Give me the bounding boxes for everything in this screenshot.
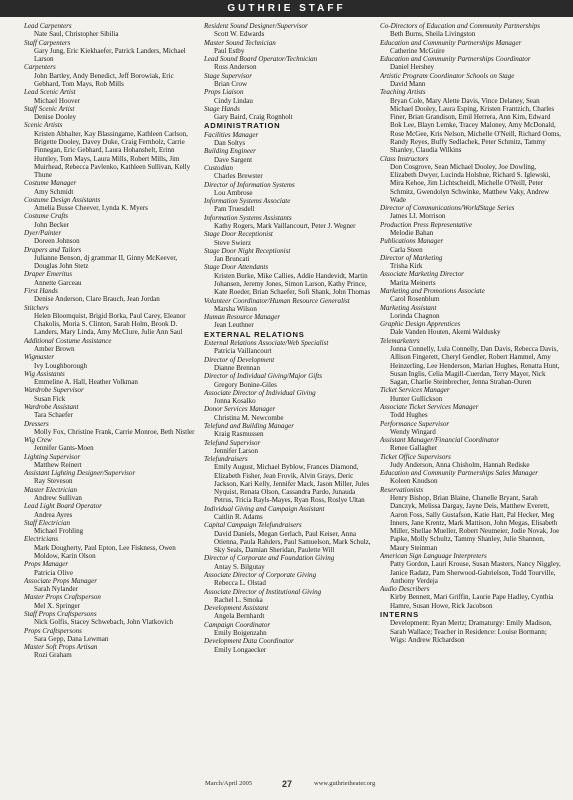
staff-entry bbox=[204, 356, 376, 373]
staff-names: Susan Fick bbox=[34, 394, 66, 403]
staff-entry bbox=[380, 204, 562, 221]
role-title: Reservationists bbox=[380, 485, 424, 494]
staff-entry bbox=[204, 131, 376, 148]
staff-entry bbox=[204, 604, 376, 621]
staff-names: Kristen Burke, Mike Callies, Addie Handevidt, Martin Johansen, Jeremy Jones, Simon Larson, Kathy Prince, Kate Roeder, Brian Schaefer, Sofi Shank, John Thomas bbox=[214, 271, 371, 297]
staff-names: Lorinda Chagnon bbox=[390, 311, 440, 320]
staff-names: James LI. Morrison bbox=[390, 212, 446, 221]
role-title: Graphic Design Apprentices bbox=[380, 320, 461, 329]
staff-entry bbox=[204, 505, 376, 522]
staff-entry bbox=[24, 469, 200, 486]
staff-names: Jonna Kosalko bbox=[214, 397, 256, 406]
staff-entry bbox=[380, 254, 562, 271]
staff-names: Mark Dougherty, Paul Epton, Lee Fiskness, Owen Moldow, Karin Olson bbox=[34, 543, 176, 560]
staff-names: Melodie Bahan bbox=[390, 229, 434, 238]
staff-entry bbox=[204, 22, 376, 39]
staff-entry bbox=[380, 55, 562, 72]
staff-names: Judy Anderson, Anna Chisholm, Hannah Rediske bbox=[390, 460, 530, 469]
role-title: Artistic Program Coordinator Schools on Stage bbox=[380, 71, 515, 80]
staff-names: John Becker bbox=[34, 220, 70, 229]
role-title: Drapers and Tailors bbox=[24, 245, 82, 254]
role-title: Production Press Representative bbox=[380, 220, 472, 229]
staff-entry bbox=[380, 453, 562, 470]
role-title: Lead Light Board Operator bbox=[24, 502, 102, 511]
role-title: Master Props Craftsperson bbox=[24, 593, 101, 602]
staff-names: Tara Schaefer bbox=[34, 411, 73, 420]
role-title: Custodian bbox=[204, 164, 233, 172]
staff-names: Molly Fox, Christine Frank, Carrie Monroe, Beth Nistler bbox=[34, 427, 195, 436]
staff-names: Gary Jung, Eric Kiekhaefer, Patrick Landers, Michael Larson bbox=[34, 46, 186, 64]
role-title: Publications Manager bbox=[380, 237, 444, 246]
staff-entry bbox=[380, 403, 562, 420]
staff-names: Todd Hughes bbox=[390, 411, 428, 420]
role-title: Wig Assistants bbox=[24, 369, 65, 378]
role-title: Marketing and Promotions Associate bbox=[380, 287, 485, 295]
role-title: Props Manager bbox=[24, 560, 69, 569]
staff-entry bbox=[380, 287, 562, 304]
staff-names: Rozi Graham bbox=[34, 651, 72, 660]
staff-names: Charles Brewster bbox=[214, 172, 263, 181]
staff-entry bbox=[24, 519, 200, 536]
role-title: Information Systems Assistants bbox=[204, 213, 292, 222]
page-footer bbox=[0, 778, 573, 790]
staff-names: Andrea Ayres bbox=[34, 510, 73, 519]
staff-entry bbox=[204, 247, 376, 264]
staff-names: Michael Hoover bbox=[34, 96, 80, 105]
staff-names: Amber Brown bbox=[34, 344, 75, 353]
role-title: Staff Carpenters bbox=[24, 38, 71, 47]
staff-entry bbox=[204, 88, 376, 105]
staff-names: Patricia Olive bbox=[34, 568, 73, 577]
staff-entry bbox=[204, 588, 376, 605]
staff-names: Catherine McGuire bbox=[390, 46, 445, 55]
role-title: External Relations Associate/Web Specialist bbox=[204, 339, 329, 348]
staff-entry bbox=[24, 486, 200, 503]
page-number: 27 bbox=[282, 779, 293, 789]
staff-entry bbox=[24, 403, 200, 420]
role-title: Additional Costume Assistance bbox=[24, 336, 112, 345]
staff-entry bbox=[24, 121, 200, 179]
staff-entry bbox=[24, 502, 200, 519]
staff-entry bbox=[380, 486, 562, 552]
role-title: Telefund and Building Manager bbox=[204, 421, 294, 430]
staff-entry bbox=[24, 63, 200, 88]
role-title: Telemarketers bbox=[380, 336, 420, 345]
staff-entry bbox=[204, 313, 376, 330]
staff-names: Dave Sargent bbox=[214, 155, 253, 164]
staff-names: Carol Rosenblum bbox=[390, 295, 440, 304]
staff-entry bbox=[380, 320, 562, 337]
staff-names: Paul Estby bbox=[214, 46, 245, 55]
staff-entry bbox=[204, 197, 376, 214]
staff-names: Patty Gordon, Lauri Krouse, Susan Masters, Nancy Niggley, Janice Radatz, Pam Sherwood-Gabrielson, Todd Tourville, Anthony Verdeja bbox=[390, 560, 561, 585]
staff-names: Matthew Reinert bbox=[34, 460, 82, 469]
staff-names: Sara Gepp, Dana Lewman bbox=[34, 634, 109, 643]
staff-entry bbox=[24, 88, 200, 105]
issue-date: March/April 2005 bbox=[205, 780, 253, 787]
staff-names: Jean Leuthner bbox=[214, 321, 254, 330]
role-title: Telefundraisers bbox=[204, 455, 248, 464]
staff-entry bbox=[204, 147, 376, 164]
staff-names: Nate Saul, Christopher Sibilia bbox=[34, 30, 119, 39]
staff-entry bbox=[380, 585, 562, 610]
staff-entry bbox=[380, 420, 562, 437]
staff-entry bbox=[380, 22, 562, 39]
role-title: Development Assistant bbox=[204, 604, 269, 613]
staff-names: Henry Bishop, Brian Blaine, Chanelle Bryant, Sarah Danczyk, Melissa Dargay, Jayne Deis, Matthew Everett, Aaron Foss, Sally Gustafson, Katie Hatt, Pal Hecker, Meg Inners, Jane Krentz, Mark Mattison, John Megas, Elisabeth Miller, Shellae Mueller, Robert Neumeier, Jodie Novak, Joe Papke, Molly Schultz, Tammy Shanley, Julie Shannon, Maury Steinman bbox=[390, 494, 560, 552]
staff-entry bbox=[204, 521, 376, 554]
staff-entry bbox=[24, 535, 200, 560]
staff-entry bbox=[380, 552, 562, 585]
role-title: Wigmaster bbox=[24, 353, 55, 362]
staff-names: Caitlin R. Adams bbox=[214, 513, 263, 522]
role-title: Draper Emeritus bbox=[24, 270, 72, 279]
role-title: Wardrobe Supervisor bbox=[24, 386, 84, 395]
staff-names: Lou Ambrose bbox=[214, 188, 253, 197]
staff-entry bbox=[24, 270, 200, 287]
role-title: Staff Scenic Artist bbox=[24, 104, 75, 113]
staff-names: Emily Boigenzahn bbox=[214, 628, 267, 637]
staff-names: Amy Schmidt bbox=[34, 187, 74, 196]
staff-names: Jan Bruncati bbox=[214, 255, 250, 264]
role-title: Campaign Coordinator bbox=[204, 620, 271, 629]
staff-entry bbox=[204, 297, 376, 314]
staff-entry bbox=[24, 436, 200, 453]
role-title: Class Instructors bbox=[380, 154, 429, 163]
staff-entry bbox=[24, 212, 200, 229]
role-title: Director of Communications/WorldStage Series bbox=[380, 204, 515, 213]
staff-names: Pam Truesdell bbox=[214, 205, 255, 214]
staff-names: Emily August, Michael Byblow, Frances Diamond, Elizabeth Fisher, Jean Frovik, Alvin Grays, Deric Jackson, Kari Kelly, Jennifer Mack, Jason Miller, Jules Nyquist, Renata Olson, Cassandra Pardo, Junauda Petrus, Tricia Rayls-Mayes, Ryan Ross, Roslye Ultan bbox=[214, 463, 370, 505]
staff-names: Annette Garceau bbox=[34, 278, 82, 287]
role-title: Associate Director of Institutional Giving bbox=[204, 587, 322, 596]
staff-entry bbox=[380, 221, 562, 238]
role-title: Ticket Services Manager bbox=[380, 386, 450, 395]
staff-names: Jonna Connelly, Lula Connelly, Dan Davis, Rebecca Davis, Allison Fingerett, Cheryl Gendler, Robert Hammel, Amy Heinzerling, Lee Henderson, Marian Hughes, Renatta Hunt, Susan Inglis, Celia Magill-Cuerdan, Terry Mayer, Nick Sagan, Charlie Steinbrecher, Jenna Strahan-Ouren bbox=[390, 344, 560, 387]
staff-names: Marita Meinerts bbox=[390, 278, 436, 287]
role-title: Resident Sound Designer/Supervisor bbox=[204, 22, 308, 30]
staff-entry bbox=[204, 554, 376, 571]
staff-entry bbox=[380, 88, 562, 154]
staff-entry bbox=[24, 593, 200, 610]
role-title: Dressers bbox=[24, 419, 49, 428]
role-title: Master Soft Props Artisan bbox=[24, 643, 98, 652]
staff-entry bbox=[24, 627, 200, 644]
staff-entry bbox=[24, 643, 200, 660]
staff-entry bbox=[380, 386, 562, 403]
staff-entry bbox=[380, 39, 562, 56]
staff-names: Bryan Cole, Mary Alette Davis, Vince Delaney, Sean Michael Dooley, Laura Esping, Kristen Frantzich, Charles Finer, Brian Grandison, Emil Herrera, Ann Kim, Edward Bok Lee, Blayn Lemke, Tracey Maloney, Amy McDonald, Rose McGee, Kris Nelson, Michelle O'Neill, Richard Ooms, Randy Reyes, Buffy Sedlachek, Peter Schmitz, Tammy Shanley, Claudia Wilkins bbox=[390, 96, 561, 155]
staff-names: Mel X. Springer bbox=[34, 601, 80, 610]
role-title: Director of Marketing bbox=[380, 253, 443, 262]
staff-names: Dale Vanden Houten, Akemi Waldusky bbox=[390, 328, 501, 337]
staff-names: Gary Baird, Craig Rognholt bbox=[214, 113, 293, 122]
staff-entry bbox=[24, 386, 200, 403]
staff-names: Ross Anderson bbox=[214, 63, 257, 72]
staff-entry bbox=[204, 637, 376, 654]
staff-names: Helen Bloomquist, Brigid Borka, Paul Carey, Eleanor Chakolis, Moria S. Clinton, Sarah Holm, Brook D. Landers, Mary Linda, Amy McClure, Julie Ann Saul bbox=[34, 311, 186, 337]
staff-names: John Bartley, Andy Benedict, Jeff Borowiak, Eric Gebhard, Tom Mays, Rob Mills bbox=[34, 71, 174, 88]
staff-entry bbox=[24, 179, 200, 196]
role-title: Human Resource Manager bbox=[204, 313, 281, 322]
staff-entry bbox=[204, 39, 376, 56]
staff-names: Dianne Brennan bbox=[214, 363, 260, 372]
role-title: Director of Development bbox=[204, 355, 275, 364]
staff-entry bbox=[24, 39, 200, 64]
role-title: Audio Describers bbox=[380, 585, 430, 594]
role-title: Co-Directors of Education and Community Partnerships bbox=[380, 22, 541, 30]
staff-names: Emily Longaecker bbox=[214, 645, 267, 654]
staff-names: Daniel Hershey bbox=[390, 63, 435, 72]
staff-entry bbox=[24, 196, 200, 213]
staff-names: Gregory Bonine-Giles bbox=[214, 380, 277, 389]
role-title: Education and Community Partnerships Coordinator bbox=[380, 55, 531, 64]
staff-entry bbox=[24, 453, 200, 470]
role-title: Associate Marketing Director bbox=[380, 270, 464, 279]
staff-entry bbox=[24, 105, 200, 122]
role-title: Stage Supervisor bbox=[204, 71, 252, 80]
staff-entry bbox=[24, 22, 200, 39]
role-title: Lead Scenic Artist bbox=[24, 88, 76, 97]
role-title: Associate Props Manager bbox=[24, 576, 97, 585]
staff-entry bbox=[24, 370, 200, 387]
role-title: Associate Director of Corporate Giving bbox=[204, 571, 317, 579]
role-title: Individual Giving and Campaign Assistant bbox=[204, 504, 325, 513]
staff-entry bbox=[380, 155, 562, 205]
role-title: Stage Hands bbox=[204, 104, 240, 113]
staff-entry bbox=[380, 337, 562, 387]
staff-entry bbox=[24, 560, 200, 577]
staff-entry bbox=[204, 405, 376, 422]
role-title: Electricians bbox=[24, 535, 59, 544]
staff-entry bbox=[204, 621, 376, 638]
staff-names: Marsha Wilson bbox=[214, 304, 257, 313]
staff-entry bbox=[380, 72, 562, 89]
staff-names: Don Cosgrove, Sean Michael Dooley, Joe Dowling, Elizabeth Dwyer, Lucinda Holshue, Richard S. Iglewski, Mira Kehoe, Jim Lichtscheidl, Michelle O'Neill, Peter Schmitz, Gwendolyn Schwinke, Matthew Vaky, Andrew Wade bbox=[390, 162, 551, 204]
role-title: Dyer/Painter bbox=[24, 229, 62, 238]
staff-names: David Daniels, Megan Gerlach, Paul Keiser, Anna Otienna, Paula Rahders, Paul Samuelson, Mark Schulz, Sky Seals, Damian Sheridan, Paulette Will bbox=[214, 529, 371, 555]
staff-names: Brian Crow bbox=[214, 79, 248, 88]
role-title: Lead Carpenters bbox=[24, 22, 72, 30]
staff-names: Scott W. Edwards bbox=[214, 30, 265, 39]
role-title: Costume Crafts bbox=[24, 212, 69, 221]
role-title: Wardrobe Assistant bbox=[24, 402, 79, 411]
role-title: Associate Director of Individual Giving bbox=[204, 388, 316, 397]
staff-names: Jennifer Gants-Moen bbox=[34, 444, 94, 453]
staff-entry bbox=[24, 610, 200, 627]
staff-names: Amelia Busse Cheever, Lynda K. Myers bbox=[34, 204, 148, 213]
staff-entry bbox=[204, 72, 376, 89]
role-title: Assistant Lighting Designer/Supervisor bbox=[24, 469, 136, 478]
staff-names: Rebecca L. Olstad bbox=[214, 579, 266, 588]
role-title: Facilities Manager bbox=[204, 130, 259, 139]
role-title: First Hands bbox=[24, 287, 58, 295]
staff-entry bbox=[380, 436, 562, 453]
role-title: Capital Campaign Telefundraisers bbox=[204, 521, 302, 530]
staff-names: Kristen Abhalter, Kay Blassingame, Kathleen Carlson, Brigette Dooley, Davey Duke, Craig Fernholz, Carrie Finnegan, Eric Gebhard, Laura Hohanshelt, Erinn Huntley, Tom Mays, Laura Mills, Robert Mills, Jim Muirhead, Rebecca Pavlenko, Kathleen Sullivan, Kelly Thune bbox=[34, 129, 191, 180]
staff-entry bbox=[204, 455, 376, 505]
role-title: Staff Props Craftspersons bbox=[24, 609, 97, 618]
staff-column-1 bbox=[24, 22, 200, 774]
role-title: Stitchers bbox=[24, 303, 49, 312]
staff-names: David Mann bbox=[390, 79, 426, 88]
staff-names: Dan Soltys bbox=[214, 139, 246, 148]
staff-names: Ray Steveson bbox=[34, 477, 73, 486]
staff-names: Hunter Gullickson bbox=[390, 394, 443, 403]
staff-entry bbox=[24, 287, 200, 304]
staff-names: Doreen Johnson bbox=[34, 237, 80, 246]
staff-entry bbox=[24, 353, 200, 370]
role-title: Director of Corporate and Foundation Giving bbox=[204, 554, 335, 563]
staff-names: Steve Swierz bbox=[214, 238, 251, 247]
staff-names: Emmeline A. Hall, Heather Volkman bbox=[34, 378, 138, 387]
staff-names: Koleen Knudson bbox=[390, 477, 438, 486]
staff-entry bbox=[204, 55, 376, 72]
staff-names: Patricia Vaillancourt bbox=[214, 347, 272, 356]
staff-names: Denise Anderson, Clare Brauch, Jean Jordan bbox=[34, 295, 160, 304]
role-title: Stage Door Receptionist bbox=[204, 230, 273, 239]
section-heading: ADMINISTRATION bbox=[204, 121, 281, 131]
role-title: Staff Electrician bbox=[24, 518, 70, 527]
staff-entry bbox=[380, 304, 562, 321]
role-title: Costume Design Assistants bbox=[24, 195, 101, 204]
role-title: Marketing Assistant bbox=[380, 303, 437, 312]
staff-entry bbox=[204, 263, 376, 296]
staff-names: Andrew Sullivan bbox=[34, 494, 82, 503]
section-heading: EXTERNAL RELATIONS bbox=[204, 329, 305, 339]
role-title: Ticket Office Supervisors bbox=[380, 452, 451, 461]
staff-entry bbox=[204, 422, 376, 439]
staff-entry bbox=[204, 339, 376, 356]
staff-entry bbox=[24, 246, 200, 271]
staff-names: Christina M. Newcombe bbox=[214, 413, 284, 422]
staff-entry bbox=[380, 237, 562, 254]
staff-names: Julianne Benson, dj grammar II, Ginny McKeever, Douglas John Stetz bbox=[34, 253, 178, 271]
staff-entry bbox=[380, 270, 562, 287]
staff-names: Cindy Lindau bbox=[214, 96, 253, 105]
staff-entry bbox=[204, 164, 376, 181]
staff-names: Kirby Bennett, Mari Griffin, Laurie Pape Hadley, Cynthia Hamre, Susan Howe, Rick Jacobson bbox=[390, 593, 554, 610]
role-title: Lighting Supervisor bbox=[24, 452, 81, 461]
role-title: Stage Door Night Receptionist bbox=[204, 246, 291, 255]
page-title: GUTHRIE STAFF bbox=[227, 3, 346, 14]
role-title: Education and Community Partnerships Manager bbox=[380, 38, 522, 47]
role-title: Wig Crew bbox=[24, 436, 52, 445]
staff-names: Michael Frohling bbox=[34, 527, 84, 536]
website-url: www.guthrietheater.org bbox=[314, 780, 376, 787]
section-heading: INTERNS bbox=[380, 609, 419, 619]
staff-names: Carla Steen bbox=[390, 245, 423, 254]
staff-entry bbox=[204, 389, 376, 406]
staff-entry bbox=[24, 229, 200, 246]
staff-names: Nick Golfis, Stacey Schwebach, John Vlatkovich bbox=[34, 618, 174, 627]
staff-entry bbox=[24, 337, 200, 354]
staff-names: Ivy Loughborough bbox=[34, 361, 88, 370]
staff-entry bbox=[24, 420, 200, 437]
staff-entry bbox=[204, 214, 376, 231]
staff-names: Wendy Wingard bbox=[390, 427, 436, 436]
staff-names: Renee Gallagher bbox=[390, 444, 438, 453]
staff-entry bbox=[24, 304, 200, 337]
role-title: Telefund Supervisor bbox=[204, 438, 261, 447]
role-title: Master Sound Technician bbox=[204, 38, 276, 47]
role-title: Props Liaison bbox=[204, 88, 244, 97]
role-title: Performance Supervisor bbox=[380, 419, 450, 428]
role-title: Lead Sound Board Operator/Technician bbox=[204, 55, 318, 64]
staff-entry bbox=[204, 439, 376, 456]
role-title: Teaching Artists bbox=[380, 88, 426, 97]
staff-names: Kathy Rogers, Mark Vaillancourt, Peter J. Wegner bbox=[214, 221, 356, 230]
role-title: Costume Manager bbox=[24, 179, 77, 188]
staff-entry bbox=[204, 105, 376, 122]
role-title: Carpenters bbox=[24, 63, 56, 72]
role-title: Props Craftspersons bbox=[24, 626, 82, 635]
interns-list: Development: Ryan Mertz; Dramaturgy: Emily Madison, Sarah Wallace; Teacher in Residence: Louise Bormann; Wigs: Andrew Richardson bbox=[390, 619, 552, 645]
role-title: Associate Ticket Services Manager bbox=[380, 402, 479, 411]
role-title: Building Engineer bbox=[204, 147, 256, 156]
staff-names: Jennifer Larson bbox=[214, 446, 259, 455]
role-title: Assistant Manager/Financial Coordinator bbox=[380, 436, 500, 445]
staff-entry bbox=[380, 619, 562, 644]
staff-names: Beth Burns, Sheila Livingston bbox=[390, 30, 476, 39]
role-title: Information Systems Associate bbox=[204, 197, 291, 206]
staff-entry bbox=[24, 577, 200, 594]
role-title: Scenic Artists bbox=[24, 121, 63, 130]
role-title: Development Data Coordinator bbox=[204, 637, 294, 646]
staff-names: Trisha Kirk bbox=[390, 262, 423, 271]
staff-names: Antay S. Bilgutay bbox=[214, 562, 265, 571]
role-title: Stage Door Attendants bbox=[204, 263, 269, 272]
staff-entry bbox=[204, 230, 376, 247]
role-title: Director of Individual Giving/Major Gifts bbox=[204, 372, 322, 381]
role-title: Education and Community Partnerships Sales Manager bbox=[380, 469, 538, 478]
staff-entry bbox=[204, 181, 376, 198]
staff-entry bbox=[204, 372, 376, 389]
staff-names: Kraig Rasmussen bbox=[214, 430, 264, 439]
staff-entry bbox=[380, 469, 562, 486]
staff-column-2 bbox=[204, 22, 376, 774]
role-title: American Sign Language Interpreters bbox=[380, 552, 487, 560]
staff-names: Denise Dooley bbox=[34, 113, 77, 122]
role-title: Master Electrician bbox=[24, 485, 78, 494]
staff-names: Angela Bernhardt bbox=[214, 612, 265, 621]
staff-entry bbox=[204, 571, 376, 588]
role-title: Donor Services Manager bbox=[204, 405, 276, 414]
role-title: Director of Information Systems bbox=[204, 180, 295, 189]
staff-names: Sarah Nylander bbox=[34, 585, 79, 594]
role-title: Volunteer Coordinator/Human Resource Generalist bbox=[204, 296, 350, 305]
staff-column-3 bbox=[380, 22, 562, 774]
staff-names: Rachel L. Smoka bbox=[214, 595, 263, 604]
